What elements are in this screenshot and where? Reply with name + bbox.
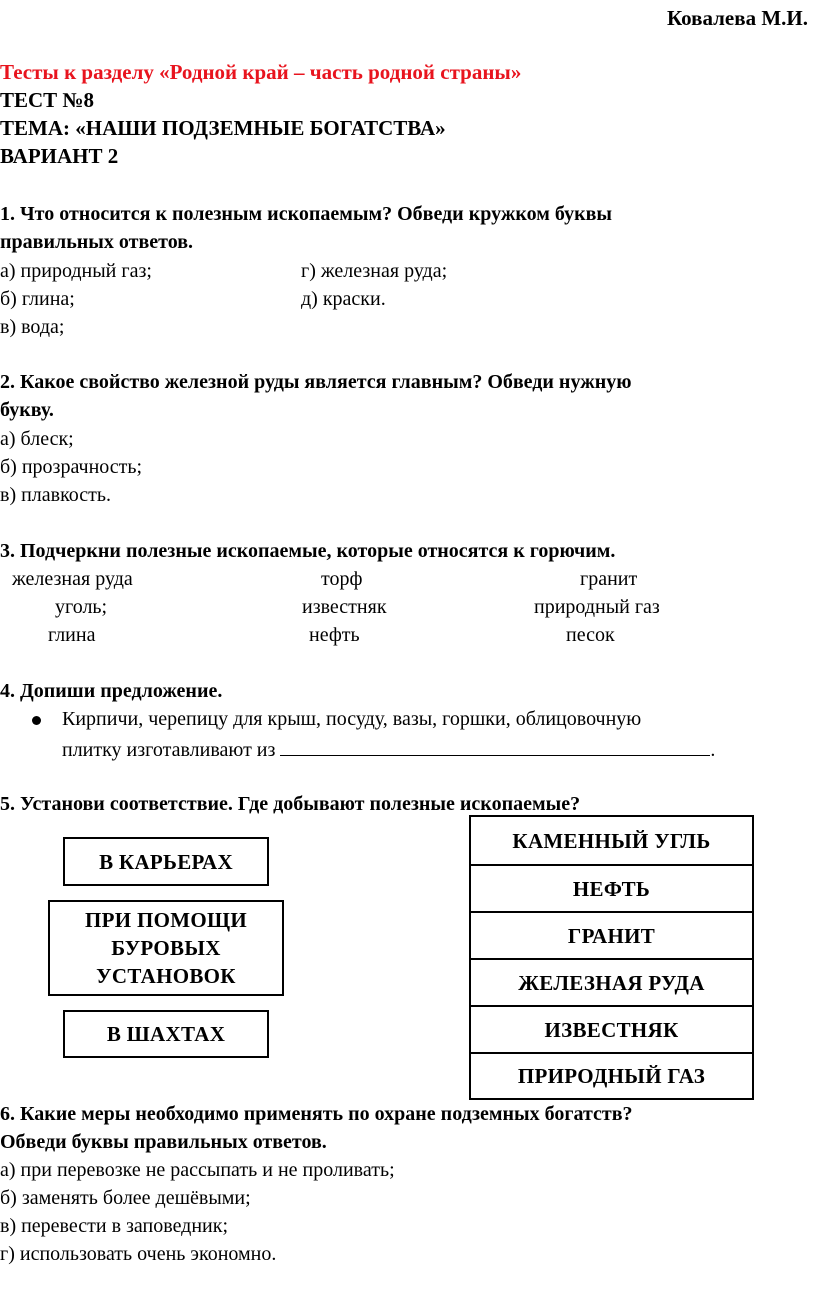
q1-option[interactable]: а) природный газ;: [0, 260, 152, 282]
q3-word[interactable]: уголь;: [55, 596, 108, 618]
q1-option[interactable]: д) краски.: [301, 288, 386, 310]
match-left-drilling-rigs[interactable]: ПРИ ПОМОЩИ БУРОВЫХ УСТАНОВОК: [48, 900, 284, 996]
q6-option[interactable]: в) перевести в заповедник;: [0, 1215, 229, 1237]
match-right-item[interactable]: ИЗВЕСТНЯК: [471, 1005, 752, 1053]
bullet-icon: [32, 716, 41, 725]
q3-title: 3. Подчеркни полезные ископаемые, которые относятся к горючим.: [0, 540, 616, 562]
test-variant: ВАРИАНТ 2: [0, 144, 119, 168]
q1-title-line1: 1. Что относится к полезным ископаемым? Обведи кружком буквы: [0, 203, 613, 225]
q6-option[interactable]: г) использовать очень экономно.: [0, 1243, 277, 1265]
q3-word[interactable]: торф: [321, 568, 363, 590]
q4-sentence-start: плитку изготавливают из: [62, 739, 276, 761]
test-series-title: Тесты к разделу «Родной край – часть родной страны»: [0, 60, 522, 84]
q6-title-line2: Обведи буквы правильных ответов.: [0, 1131, 327, 1153]
q2-title-line2: букву.: [0, 399, 54, 421]
q6-option[interactable]: а) при перевозке не рассыпать и не проливать;: [0, 1159, 395, 1181]
q3-word[interactable]: известняк: [302, 596, 387, 618]
match-right-item[interactable]: КАМЕННЫЙ УГЛЬ: [512, 828, 711, 853]
q3-word[interactable]: железная руда: [12, 568, 133, 590]
match-left-mines[interactable]: В ШАХТАХ: [63, 1010, 269, 1058]
q3-word[interactable]: природный газ: [534, 596, 660, 618]
q3-word[interactable]: нефть: [309, 624, 360, 646]
match-right-item[interactable]: ЖЕЛЕЗНАЯ РУДА: [471, 958, 752, 1006]
test-topic: ТЕМА: «НАШИ ПОДЗЕМНЫЕ БОГАТСТВА»: [0, 116, 446, 140]
match-right-item[interactable]: ГРАНИТ: [471, 911, 752, 959]
q2-option[interactable]: в) плавкость.: [0, 484, 112, 506]
author-name: Ковалева М.И.: [666, 6, 808, 30]
q4-title: 4. Допиши предложение.: [0, 680, 223, 702]
q4-sentence-line2: [62, 737, 715, 762]
answer-blank[interactable]: [280, 737, 710, 756]
q3-word[interactable]: гранит: [580, 568, 638, 590]
match-right-item[interactable]: НЕФТЬ: [471, 864, 752, 912]
match-left-quarries[interactable]: В КАРЬЕРАХ: [63, 837, 269, 886]
q1-option[interactable]: б) глина;: [0, 288, 75, 310]
q2-option[interactable]: б) прозрачность;: [0, 456, 143, 478]
match-right-item[interactable]: ПРИРОДНЫЙ ГАЗ: [471, 1052, 752, 1098]
q3-word[interactable]: глина: [48, 624, 96, 646]
q1-option[interactable]: г) железная руда;: [301, 260, 448, 282]
q5-title: 5. Установи соответствие. Где добывают полезные ископаемые?: [0, 793, 581, 815]
q4-sentence-end: .: [710, 739, 716, 761]
test-number: ТЕСТ №8: [0, 88, 95, 112]
q3-word[interactable]: песок: [566, 624, 615, 646]
match-right-table: [469, 815, 754, 1100]
q2-title-line1: 2. Какое свойство железной руды является главным? Обведи нужную: [0, 371, 632, 393]
q6-option[interactable]: б) заменять более дешёвыми;: [0, 1187, 251, 1209]
q1-option[interactable]: в) вода;: [0, 316, 65, 338]
q1-title-line2: правильных ответов.: [0, 231, 194, 253]
q2-option[interactable]: а) блеск;: [0, 428, 74, 450]
q4-sentence-line1: Кирпичи, черепицу для крыш, посуду, вазы, горшки, облицовочную: [62, 708, 642, 730]
q6-title-line1: 6. Какие меры необходимо применять по охране подземных богатств?: [0, 1103, 633, 1125]
